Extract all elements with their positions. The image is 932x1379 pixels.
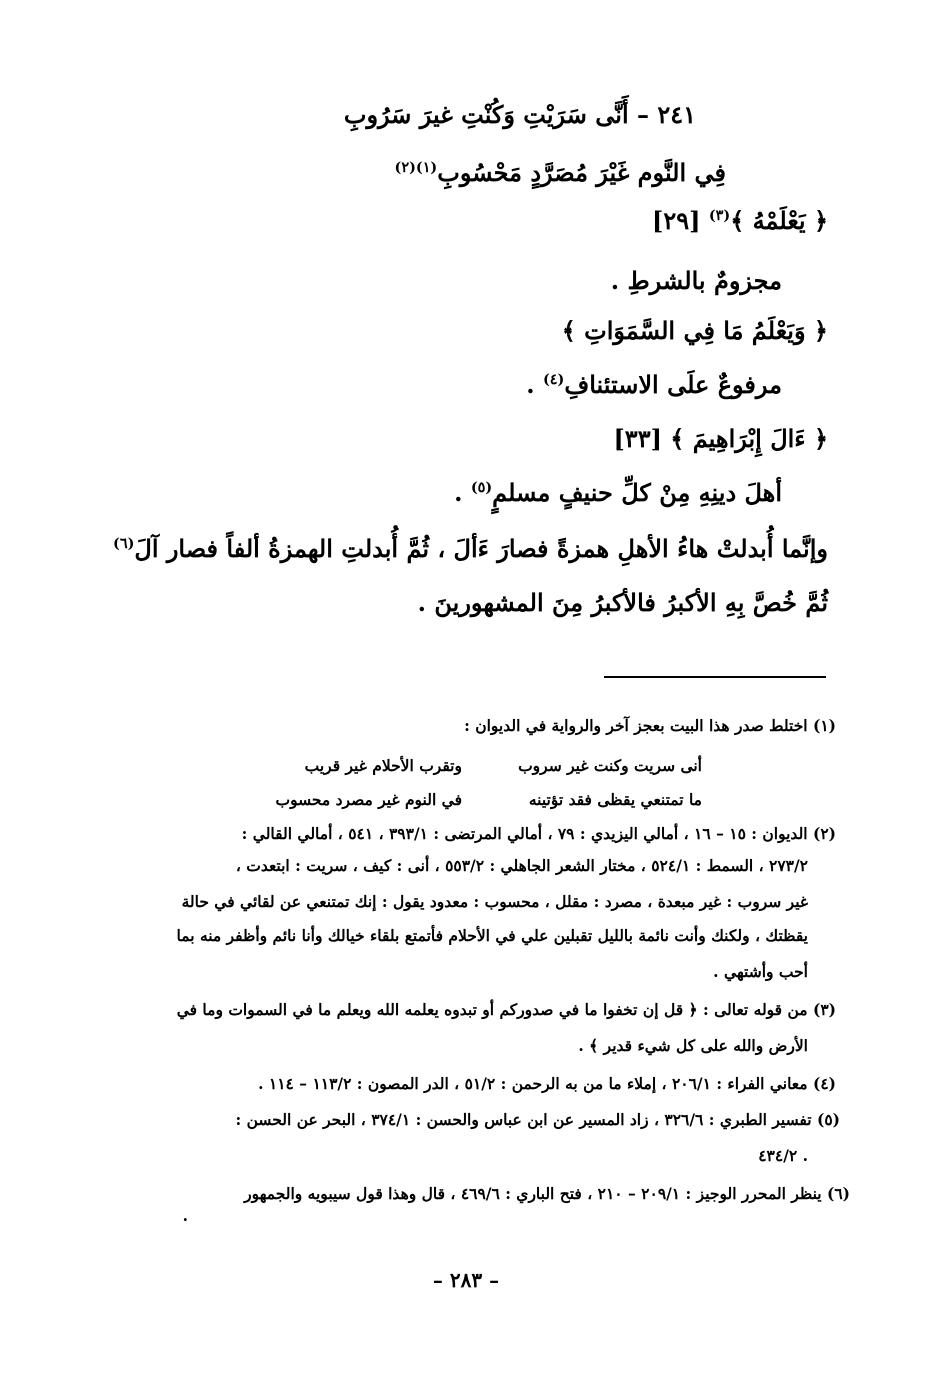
footnote-2-line-3: غير سروب : غير مبعدة ، مصرد : مقلل ، محسوب : معدود يقول : إنك تمتنعي عن لقائي في حالة — [181, 892, 808, 911]
footnote-1-verse-1b: وتقرب الأحلام غير قريب — [304, 756, 462, 775]
footnote-2-line-2: ٢٧٣/٢ ، السمط : ٥٢٤/١ ، مختار الشعر الجاهلي : ٥٥٣/٢ ، أنى : كيف ، سريت : ابتعدت ، — [235, 856, 808, 875]
quran-citation-2: ﴿ وَيَعْلَمُ مَا فِي السَّمَوَاتِ ﴾ — [561, 316, 828, 345]
footnote-2-line-5: أحب وأشتهي . — [713, 962, 808, 981]
footnote-3-line-2: الأرض والله على كل شيء قدير ﴾ . — [578, 1036, 808, 1055]
footnote-6-line-1: (٦) ينظر المحرر الوجيز : ٢٠٩/١ – ٢١٠ ، فتح الباري : ٤٦٩/٦ ، قال وهذا قول سيبويه والجمهور — [244, 1184, 850, 1203]
footnote-divider — [604, 676, 826, 678]
quran-citation-3: ﴿ ءَالَ إِبْرَاهِيمَ ﴾ [٣٣] — [613, 424, 828, 453]
footnote-5-line-2: ٤٣٤/٢ . — [758, 1146, 808, 1165]
quran-citation-1: ﴿ يَعْلَمْهُ ﴾$^{(٣)}$ [٢٩] — [652, 206, 828, 235]
comment-2: مرفوعٌ علَى الاستئنافِ$^{(٤)}$ . — [526, 370, 782, 399]
comment-4: وإنَّما أُبدلتْ هاءُ الأهلِ همزةً فصارَ ءَألَ ، ثُمَّ أُبدلتِ الهمزةُ ألفاً فصار آلَ$^{(٦)}$ — [113, 534, 828, 563]
footnote-2-line-4: يقظتك ، ولكنك وأنت نائمة بالليل تقبلين علي في الأحلام فأتمتع بلقاء خيالك وأنا نائم وأظفر منه بما — [176, 926, 808, 945]
footnote-1-verse-2a: ما تمتنعي يقظى فقد تؤتينه — [528, 790, 702, 809]
footnote-4: (٤) معاني الفراء : ٢٠٦/١ ، إملاء ما من به الرحمن : ٥١/٢ ، الدر المصون : ١١٣/٢ – ١١٤ . — [258, 1074, 836, 1093]
verse-line-2: فِي النَّوم غَيْرَ مُصَرَّدٍ مَحْسُوبِ$^{(١)(٢)}$ — [394, 158, 726, 187]
verse-footnote-refs: (١)(٢) — [394, 159, 438, 176]
footnote-1-verse-1a: أنى سريت وكنت غير سروب — [518, 756, 702, 775]
comment-5: ثُمَّ خُصَّ بِهِ الأكبرُ فالأكبرُ مِنَ المشهورينَ . — [417, 588, 828, 617]
verse-line-1: ٢٤١ – أَنَّى سَرَيْتِ وَكُنْتِ غيرَ سَرُوبِ — [343, 100, 696, 129]
footnote-1-verse-2b: في النوم غير مصرد محسوب — [275, 790, 462, 809]
page-number: – ٢٨٣ – — [432, 1268, 500, 1292]
footnote-1: (١) اختلط صدر هذا البيت بعجز آخر والرواية في الديوان : — [464, 716, 836, 735]
footnote-5-line-1: (٥) تفسير الطبري : ٣٢٦/٦ ، زاد المسير عن ابن عباس والحسن : ٣٧٤/١ ، البحر عن الحسن : — [235, 1110, 840, 1129]
footnote-2-line-1: (٢) الديوان : ١٥ – ١٦ ، أمالي اليزيدي : ٧٩ ، أمالي المرتضى : ٣٩٣/١ ، ٥٤١ ، أمالي القالي : — [241, 824, 836, 843]
footnote-6-line-2: . — [182, 1206, 188, 1225]
comment-3: أهلَ دينِهِ مِنْ كلِّ حنيفٍ مسلمٍ$^{(٥)}$ . — [454, 478, 782, 507]
footnote-3-line-1: (٣) من قوله تعالى : ﴿ قل إن تخفوا ما في صدوركم أو تبدوه يعلمه الله ويعلم ما في السموات وما في — [176, 1000, 836, 1019]
comment-1: مجزومٌ بالشرطِ . — [610, 266, 782, 295]
